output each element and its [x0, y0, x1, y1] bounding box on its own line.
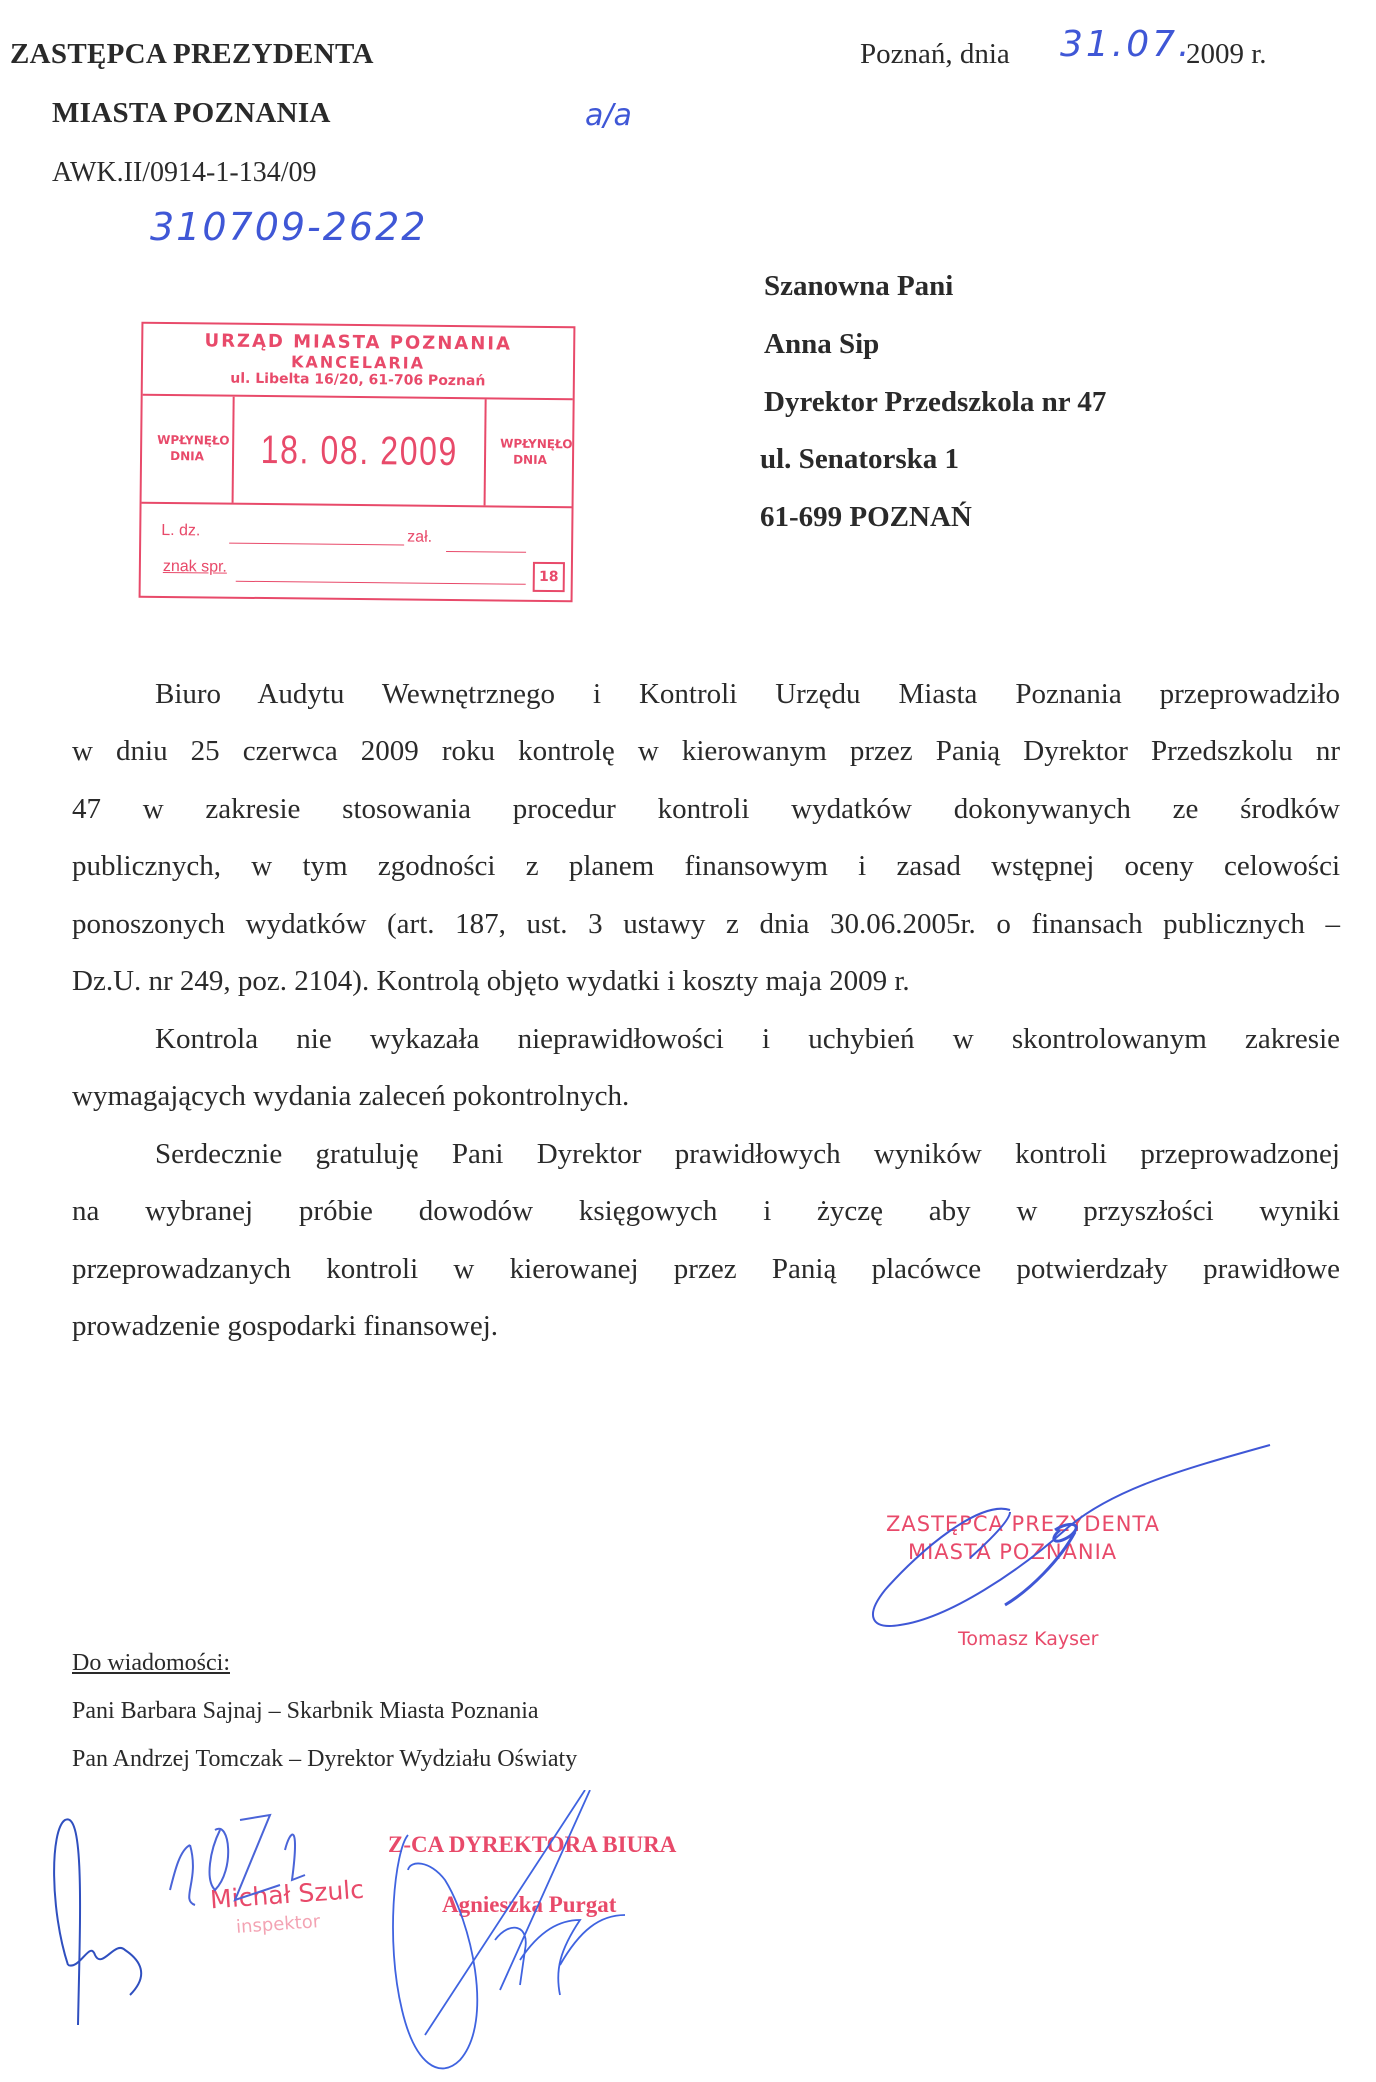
date-place: Poznań, dnia	[860, 38, 1010, 70]
stamp-address: ul. Libelta 16/20, 61-706 Poznań	[230, 370, 486, 390]
body-line: 47 w zakresie stosowania procedur kontroli wydatków dokonywanych ze środków	[72, 793, 1340, 825]
president-signature	[860, 1440, 1280, 1660]
registry-stamp	[139, 322, 576, 603]
addressee-city: 61-699 POZNAŃ	[760, 501, 972, 533]
body-line: Biuro Audytu Wewnętrznego i Kontroli Urzędu Miasta Poznania przeprowadziło	[155, 678, 1340, 710]
stamp-received-label-left: WPŁYNĘŁO DNIA	[157, 433, 230, 464]
cc-recipient: Pan Andrzej Tomczak – Dyrektor Wydziału Oświaty	[72, 1746, 578, 1772]
body-line: ponoszonych wydatków (art. 187, ust. 3 ustawy z dnia 30.06.2005r. o finansach publicznych –	[72, 908, 1340, 940]
stamp-received-label-right: WPŁYNĘŁO DNIA	[500, 436, 573, 467]
stamp-zal-line	[446, 551, 526, 553]
org-title-line1: ZASTĘPCA PREZYDENTA	[10, 38, 374, 70]
addressee-position: Dyrektor Przedszkola nr 47	[764, 386, 1107, 418]
body-line: na wybranej próbie dowodów księgowych i życzę aby w przyszłości wyniki	[72, 1195, 1340, 1227]
signature-stamp-line2: MIASTA POZNANIA	[908, 1540, 1118, 1564]
body-line: w dniu 25 czerwca 2009 roku kontrolę w kierowanym przez Panią Dyrektor Przedszkolu nr	[72, 735, 1340, 767]
handwritten-note: a/a	[585, 98, 632, 133]
deputy-stamp-title: Z-CA DYREKTORA BIURA	[388, 1832, 677, 1857]
handwritten-date: 31.07.	[1060, 24, 1193, 65]
stamp-ldz-label: L. dz.	[161, 521, 201, 540]
date-year: 2009 r.	[1186, 38, 1267, 70]
body-line: prowadzenie gospodarki finansowej.	[72, 1310, 499, 1342]
deputy-stamp-name: Agnieszka Purgat	[442, 1892, 617, 1917]
stamp-ldz-line	[229, 543, 404, 546]
body-line: publicznych, w tym zgodności z planem finansowym i zasad wstępnej oceny celowości	[72, 850, 1340, 882]
stamp-znak-line	[236, 581, 526, 585]
cc-recipient: Pani Barbara Sajnaj – Skarbnik Miasta Poznania	[72, 1698, 539, 1724]
body-line: Kontrola nie wykazała nieprawidłowości i uchybień w skontrolowanym zakresie	[155, 1023, 1340, 1055]
body-line: Serdecznie gratuluję Pani Dyrektor prawidłowych wyników kontroli przeprowadzonej	[155, 1138, 1340, 1170]
inspector-stamp-name: Michał Szulc	[209, 1874, 365, 1915]
body-line: Dz.U. nr 249, poz. 2104). Kontrolą objęto wydatki i koszty maja 2009 r.	[72, 965, 910, 997]
signature-stamp-name: Tomasz Kayser	[958, 1628, 1099, 1650]
stamp-received-date: 18. 08. 2009	[260, 427, 458, 474]
body-line: przeprowadzanych kontroli w kierowanej przez Panią placówce potwierdzały prawidłowe	[72, 1253, 1340, 1285]
addressee-street: ul. Senatorska 1	[760, 443, 960, 475]
stamp-zal-label: zał.	[407, 528, 433, 546]
body-line: wymagających wydania zaleceń pokontrolnych.	[72, 1080, 630, 1112]
stamp-box-number: 18	[533, 562, 565, 592]
inspector-stamp-role: inspektor	[235, 1911, 321, 1938]
signature-stamp-line1: ZASTĘPCA PREZYDENTA	[886, 1512, 1160, 1536]
cc-heading: Do wiadomości:	[72, 1650, 230, 1676]
addressee-salutation: Szanowna Pani	[764, 270, 954, 302]
stamp-subtitle: KANCELARIA	[290, 352, 426, 373]
handwritten-registration-number: 310709-2622	[150, 205, 428, 249]
org-title-line2: MIASTA POZNANIA	[52, 97, 331, 129]
bottom-signatures	[30, 1790, 730, 2082]
reference-number: AWK.II/0914-1-134/09	[52, 157, 317, 188]
addressee-name: Anna Sip	[764, 328, 880, 360]
stamp-title: URZĄD MIASTA POZNANIA	[204, 330, 513, 355]
stamp-znak-label: znak spr.	[162, 557, 228, 576]
